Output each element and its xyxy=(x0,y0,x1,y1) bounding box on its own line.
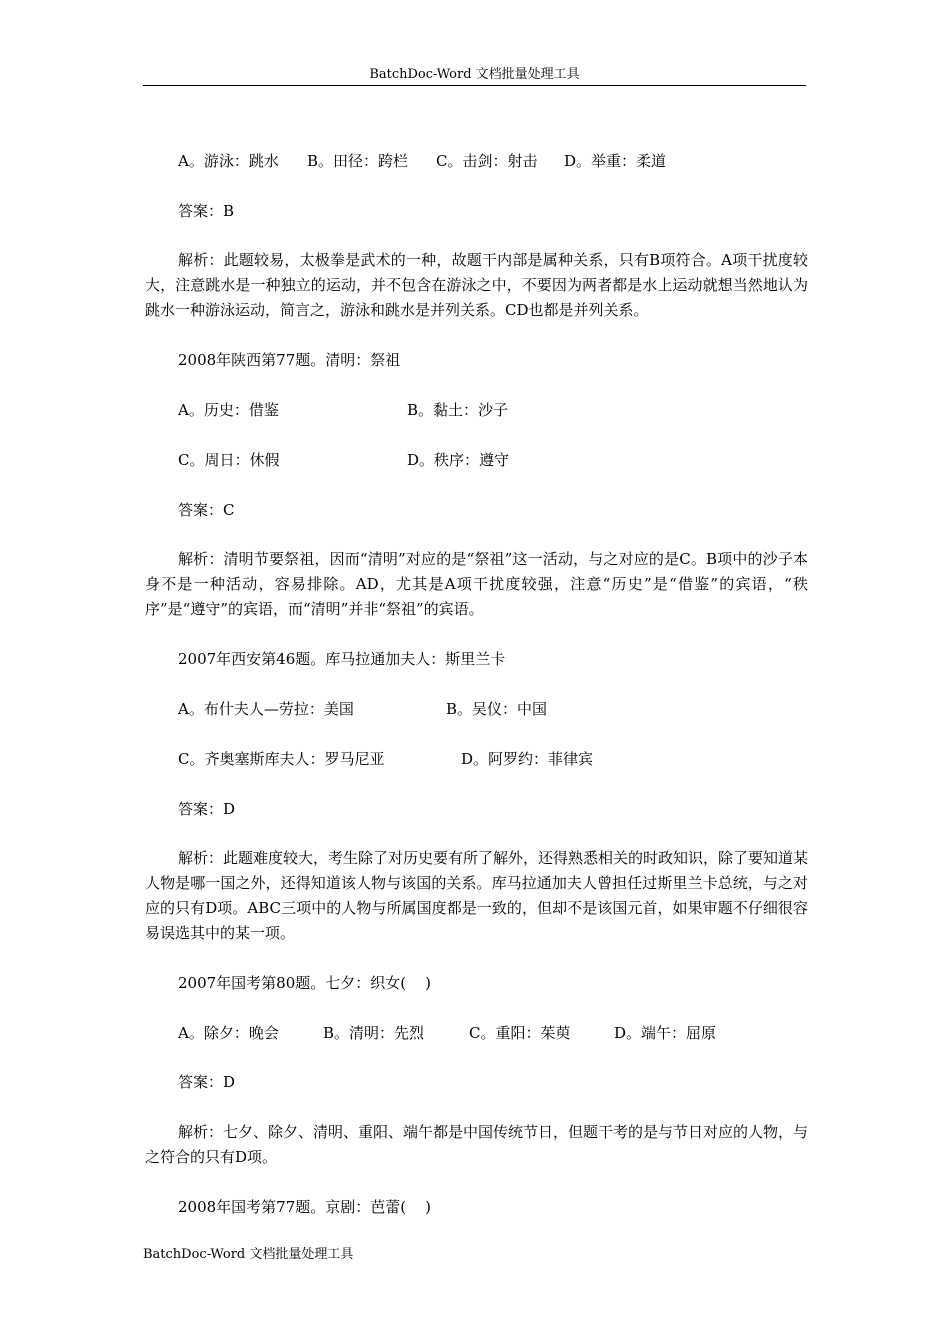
q2-option-b: B。黏土：沙子 xyxy=(407,401,509,419)
q4-option-b: B。清明：先烈 xyxy=(323,1024,425,1042)
q4-stem: 2007年国考第80题。七夕：织女( ) xyxy=(178,974,432,992)
q2-analysis: 解析：清明节要祭祖，因而“清明”对应的是“祭祖”这一活动，与之对应的是C。B项中的沙子本身不是一种活动，容易排除。AD，尤其是A项干扰度较强，注意“历史”是“借鉴”的宾语，“秩序”是“遵守”的宾语，而“清明”并非“祭祖”的宾语。 xyxy=(145,550,808,618)
q3-option-c: C。齐奥塞斯库夫人：罗马尼亚 xyxy=(178,750,385,768)
q3-answer: 答案：D xyxy=(178,800,236,818)
q2-stem: 2008年陕西第77题。清明：祭祖 xyxy=(178,351,401,369)
q4-option-a: A。除夕：晚会 xyxy=(178,1024,279,1042)
q1-answer: 答案：B xyxy=(178,202,235,220)
q3-option-d: D。阿罗约：菲律宾 xyxy=(461,750,594,768)
q1-option-d: D。举重：柔道 xyxy=(564,152,667,170)
q5-stem: 2008年国考第77题。京剧：芭蕾( ) xyxy=(178,1198,432,1216)
page-footer: BatchDoc-Word 文档批量处理工具 xyxy=(143,1247,354,1262)
q1-option-a: A。游泳：跳水 xyxy=(178,152,279,170)
q1-option-b: B。田径：跨栏 xyxy=(307,152,409,170)
q4-option-d: D。端午：屈原 xyxy=(614,1024,717,1042)
q3-stem: 2007年西安第46题。库马拉通加夫人：斯里兰卡 xyxy=(178,650,506,668)
q2-answer: 答案：C xyxy=(178,501,235,519)
q3-option-b: B。吴仪：中国 xyxy=(446,700,548,718)
q4-option-c: C。重阳：茱萸 xyxy=(469,1024,571,1042)
q4-analysis: 解析：七夕、除夕、清明、重阳、端午都是中国传统节日，但题干考的是与节日对应的人物，与之符合的只有D项。 xyxy=(145,1123,809,1166)
q1-option-c: C。击剑：射击 xyxy=(436,152,538,170)
q3-option-a: A。布什夫人—劳拉：美国 xyxy=(178,700,354,718)
page-header: BatchDoc-Word 文档批量处理工具 xyxy=(369,67,580,82)
header-rule xyxy=(143,85,806,86)
q4-answer: 答案：D xyxy=(178,1073,236,1091)
q3-analysis: 解析：此题难度较大，考生除了对历史要有所了解外，还得熟悉相关的时政知识，除了要知道某人物是哪一国之外，还得知道该人物与该国的关系。库马拉通加夫人曾担任过斯里兰卡总统，与之对应的只有D项。ABC三项中的人物与所属国度都是一致的，但却不是该国元首，如果审题不仔细很容易误选其中的某一项。 xyxy=(145,849,809,942)
q2-option-c: C。周日：休假 xyxy=(178,451,280,469)
q1-analysis: 解析：此题较易，太极拳是武术的一种，故题干内部是属种关系，只有B项符合。A项干扰度较大，注意跳水是一种独立的运动，并不包含在游泳之中，不要因为两者都是水上运动就想当然地认为跳水一种游泳运动，简言之，游泳和跳水是并列关系。CD也都是并列关系。 xyxy=(145,251,808,319)
q2-option-d: D。秩序：遵守 xyxy=(407,451,510,469)
q2-option-a: A。历史：借鉴 xyxy=(178,401,279,419)
